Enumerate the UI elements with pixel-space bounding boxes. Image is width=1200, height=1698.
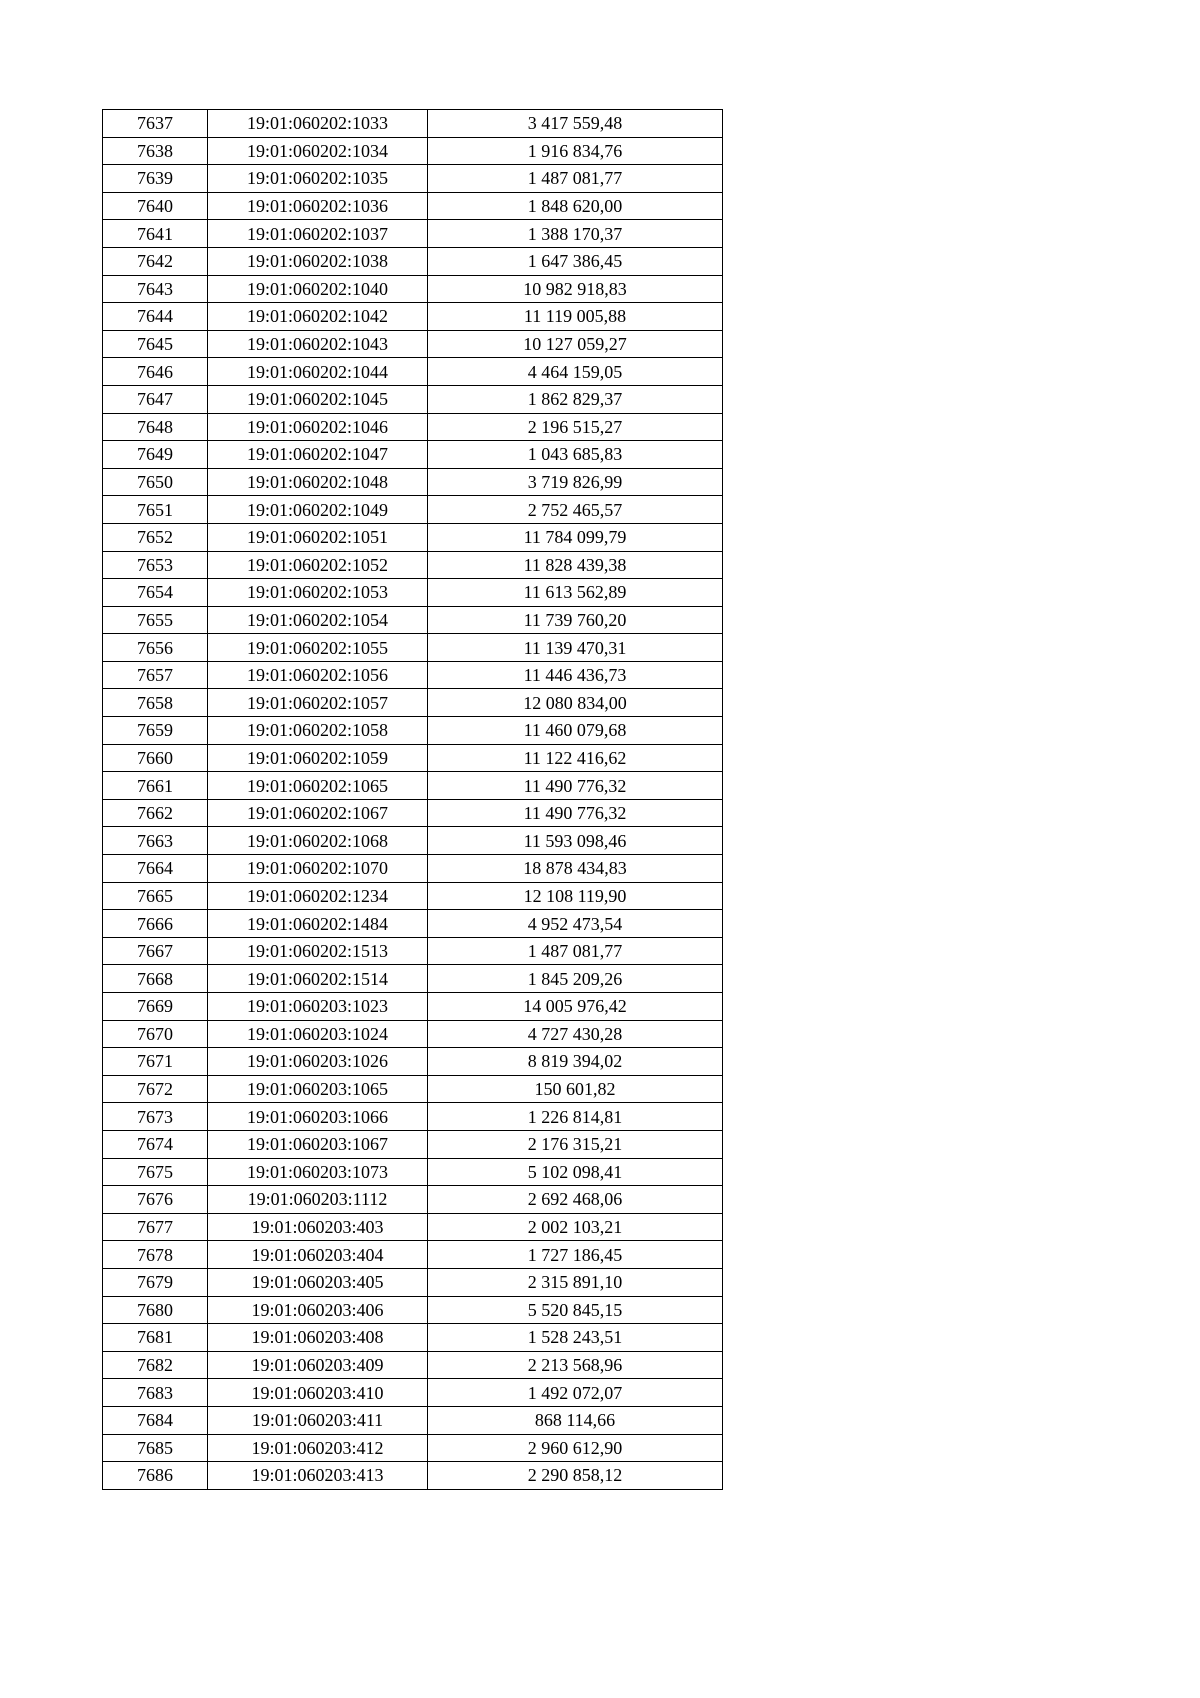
table-row (103, 937, 723, 965)
table-body (103, 110, 723, 1490)
cadastral-value-cell: 11 139 470,31 (428, 634, 723, 662)
cadastral-number-cell: 19:01:060203:1023 (208, 993, 428, 1021)
row-number-cell: 7677 (103, 1213, 208, 1241)
table-row (103, 330, 723, 358)
cadastral-number-cell: 19:01:060202:1056 (208, 661, 428, 689)
cadastral-number-cell: 19:01:060202:1070 (208, 855, 428, 883)
row-number-cell: 7647 (103, 385, 208, 413)
cadastral-number-cell: 19:01:060203:411 (208, 1406, 428, 1434)
row-number-cell: 7672 (103, 1075, 208, 1103)
table-row (103, 606, 723, 634)
row-number-cell: 7668 (103, 965, 208, 993)
table-row (103, 772, 723, 800)
cadastral-number-cell: 19:01:060203:405 (208, 1268, 428, 1296)
cadastral-value-cell: 4 464 159,05 (428, 358, 723, 386)
cadastral-value-cell: 11 490 776,32 (428, 772, 723, 800)
table-row (103, 1075, 723, 1103)
table-row (103, 1406, 723, 1434)
table-row (103, 1379, 723, 1407)
table-row (103, 1020, 723, 1048)
cadastral-value-cell: 1 043 685,83 (428, 441, 723, 469)
cadastral-number-cell: 19:01:060202:1052 (208, 551, 428, 579)
cadastral-value-cell: 12 108 119,90 (428, 882, 723, 910)
table-row (103, 110, 723, 138)
cadastral-value-cell: 868 114,66 (428, 1406, 723, 1434)
cadastral-value-cell: 3 719 826,99 (428, 468, 723, 496)
cadastral-number-cell: 19:01:060202:1037 (208, 220, 428, 248)
cadastral-number-cell: 19:01:060203:408 (208, 1324, 428, 1352)
cadastral-value-cell: 11 593 098,46 (428, 827, 723, 855)
cadastral-value-cell: 11 613 562,89 (428, 579, 723, 607)
row-number-cell: 7671 (103, 1048, 208, 1076)
table-row (103, 689, 723, 717)
row-number-cell: 7683 (103, 1379, 208, 1407)
cadastral-number-cell: 19:01:060202:1514 (208, 965, 428, 993)
row-number-cell: 7645 (103, 330, 208, 358)
row-number-cell: 7665 (103, 882, 208, 910)
cadastral-value-cell: 150 601,82 (428, 1075, 723, 1103)
table-row (103, 1103, 723, 1131)
row-number-cell: 7644 (103, 303, 208, 331)
row-number-cell: 7663 (103, 827, 208, 855)
cadastral-number-cell: 19:01:060203:413 (208, 1462, 428, 1490)
cadastral-value-cell: 1 487 081,77 (428, 165, 723, 193)
cadastral-number-cell: 19:01:060202:1035 (208, 165, 428, 193)
cadastral-value-cell: 8 819 394,02 (428, 1048, 723, 1076)
cadastral-value-cell: 10 982 918,83 (428, 275, 723, 303)
row-number-cell: 7654 (103, 579, 208, 607)
cadastral-number-cell: 19:01:060203:1067 (208, 1130, 428, 1158)
cadastral-number-cell: 19:01:060202:1065 (208, 772, 428, 800)
cadastral-value-cell: 14 005 976,42 (428, 993, 723, 1021)
cadastral-number-cell: 19:01:060202:1045 (208, 385, 428, 413)
row-number-cell: 7670 (103, 1020, 208, 1048)
cadastral-value-cell: 4 952 473,54 (428, 910, 723, 938)
table-row (103, 1241, 723, 1269)
row-number-cell: 7638 (103, 137, 208, 165)
table-row (103, 1158, 723, 1186)
cadastral-value-cell: 1 848 620,00 (428, 192, 723, 220)
row-number-cell: 7662 (103, 799, 208, 827)
row-number-cell: 7650 (103, 468, 208, 496)
cadastral-number-cell: 19:01:060202:1048 (208, 468, 428, 496)
cadastral-number-cell: 19:01:060202:1234 (208, 882, 428, 910)
cadastral-number-cell: 19:01:060203:1073 (208, 1158, 428, 1186)
row-number-cell: 7651 (103, 496, 208, 524)
row-number-cell: 7656 (103, 634, 208, 662)
row-number-cell: 7680 (103, 1296, 208, 1324)
cadastral-value-cell: 1 388 170,37 (428, 220, 723, 248)
cadastral-number-cell: 19:01:060202:1038 (208, 247, 428, 275)
table-row (103, 1351, 723, 1379)
table-row (103, 441, 723, 469)
row-number-cell: 7675 (103, 1158, 208, 1186)
cadastral-number-cell: 19:01:060202:1043 (208, 330, 428, 358)
cadastral-value-cell: 2 196 515,27 (428, 413, 723, 441)
cadastral-number-cell: 19:01:060202:1513 (208, 937, 428, 965)
row-number-cell: 7639 (103, 165, 208, 193)
cadastral-value-cell: 2 002 103,21 (428, 1213, 723, 1241)
cadastral-value-cell: 4 727 430,28 (428, 1020, 723, 1048)
table-row (103, 1324, 723, 1352)
cadastral-value-cell: 1 916 834,76 (428, 137, 723, 165)
row-number-cell: 7685 (103, 1434, 208, 1462)
cadastral-value-cell: 2 290 858,12 (428, 1462, 723, 1490)
row-number-cell: 7676 (103, 1186, 208, 1214)
table-row (103, 137, 723, 165)
row-number-cell: 7674 (103, 1130, 208, 1158)
cadastral-value-cell: 12 080 834,00 (428, 689, 723, 717)
cadastral-value-cell: 11 784 099,79 (428, 523, 723, 551)
cadastral-value-cell: 2 213 568,96 (428, 1351, 723, 1379)
row-number-cell: 7649 (103, 441, 208, 469)
cadastral-value-cell: 11 490 776,32 (428, 799, 723, 827)
cadastral-value-cell: 2 692 468,06 (428, 1186, 723, 1214)
row-number-cell: 7657 (103, 661, 208, 689)
cadastral-value-cell: 11 460 079,68 (428, 717, 723, 745)
row-number-cell: 7679 (103, 1268, 208, 1296)
cadastral-value-cell: 1 727 186,45 (428, 1241, 723, 1269)
cadastral-number-cell: 19:01:060202:1040 (208, 275, 428, 303)
table-row (103, 855, 723, 883)
table-row (103, 247, 723, 275)
cadastral-number-cell: 19:01:060202:1049 (208, 496, 428, 524)
table-row (103, 1130, 723, 1158)
row-number-cell: 7684 (103, 1406, 208, 1434)
cadastral-value-cell: 11 122 416,62 (428, 744, 723, 772)
cadastral-number-cell: 19:01:060202:1053 (208, 579, 428, 607)
table-row (103, 275, 723, 303)
table-row (103, 1213, 723, 1241)
cadastral-value-cell: 11 119 005,88 (428, 303, 723, 331)
table-row (103, 910, 723, 938)
row-number-cell: 7658 (103, 689, 208, 717)
cadastral-value-cell: 18 878 434,83 (428, 855, 723, 883)
cadastral-value-cell: 2 960 612,90 (428, 1434, 723, 1462)
cadastral-number-cell: 19:01:060203:410 (208, 1379, 428, 1407)
table-row (103, 993, 723, 1021)
cadastral-value-cell: 2 315 891,10 (428, 1268, 723, 1296)
table-row (103, 1434, 723, 1462)
row-number-cell: 7686 (103, 1462, 208, 1490)
table-row (103, 220, 723, 248)
row-number-cell: 7640 (103, 192, 208, 220)
row-number-cell: 7666 (103, 910, 208, 938)
cadastral-number-cell: 19:01:060203:1026 (208, 1048, 428, 1076)
row-number-cell: 7637 (103, 110, 208, 138)
cadastral-number-cell: 19:01:060202:1067 (208, 799, 428, 827)
table-row (103, 634, 723, 662)
row-number-cell: 7667 (103, 937, 208, 965)
table-row (103, 1186, 723, 1214)
cadastral-value-cell: 1 647 386,45 (428, 247, 723, 275)
row-number-cell: 7652 (103, 523, 208, 551)
row-number-cell: 7646 (103, 358, 208, 386)
cadastral-number-cell: 19:01:060202:1055 (208, 634, 428, 662)
table-row (103, 1268, 723, 1296)
row-number-cell: 7681 (103, 1324, 208, 1352)
table-row (103, 965, 723, 993)
cadastral-value-cell: 2 752 465,57 (428, 496, 723, 524)
cadastral-value-cell: 5 102 098,41 (428, 1158, 723, 1186)
cadastral-value-cell: 10 127 059,27 (428, 330, 723, 358)
cadastral-number-cell: 19:01:060203:1065 (208, 1075, 428, 1103)
table-row (103, 468, 723, 496)
cadastral-number-cell: 19:01:060202:1059 (208, 744, 428, 772)
row-number-cell: 7669 (103, 993, 208, 1021)
row-number-cell: 7673 (103, 1103, 208, 1131)
cadastral-number-cell: 19:01:060202:1054 (208, 606, 428, 634)
table-row (103, 523, 723, 551)
cadastral-number-cell: 19:01:060202:1068 (208, 827, 428, 855)
table-row (103, 579, 723, 607)
cadastral-value-cell: 1 862 829,37 (428, 385, 723, 413)
table-row (103, 744, 723, 772)
cadastral-number-cell: 19:01:060202:1044 (208, 358, 428, 386)
table-row (103, 1048, 723, 1076)
cadastral-value-cell: 1 528 243,51 (428, 1324, 723, 1352)
cadastral-value-cell: 1 845 209,26 (428, 965, 723, 993)
cadastral-value-cell: 11 446 436,73 (428, 661, 723, 689)
cadastral-value-cell: 1 487 081,77 (428, 937, 723, 965)
cadastral-value-table (102, 109, 723, 1490)
table-row (103, 827, 723, 855)
row-number-cell: 7643 (103, 275, 208, 303)
table-row (103, 1462, 723, 1490)
cadastral-value-cell: 5 520 845,15 (428, 1296, 723, 1324)
cadastral-number-cell: 19:01:060203:1112 (208, 1186, 428, 1214)
cadastral-number-cell: 19:01:060202:1033 (208, 110, 428, 138)
table-row (103, 717, 723, 745)
cadastral-value-cell: 11 828 439,38 (428, 551, 723, 579)
cadastral-value-cell: 1 492 072,07 (428, 1379, 723, 1407)
table-row (103, 661, 723, 689)
cadastral-number-cell: 19:01:060203:1066 (208, 1103, 428, 1131)
row-number-cell: 7661 (103, 772, 208, 800)
table-row (103, 385, 723, 413)
cadastral-value-cell: 11 739 760,20 (428, 606, 723, 634)
cadastral-number-cell: 19:01:060202:1034 (208, 137, 428, 165)
row-number-cell: 7655 (103, 606, 208, 634)
cadastral-number-cell: 19:01:060202:1051 (208, 523, 428, 551)
row-number-cell: 7641 (103, 220, 208, 248)
row-number-cell: 7682 (103, 1351, 208, 1379)
table-row (103, 551, 723, 579)
row-number-cell: 7648 (103, 413, 208, 441)
row-number-cell: 7678 (103, 1241, 208, 1269)
cadastral-number-cell: 19:01:060202:1484 (208, 910, 428, 938)
cadastral-value-cell: 3 417 559,48 (428, 110, 723, 138)
cadastral-number-cell: 19:01:060202:1047 (208, 441, 428, 469)
cadastral-number-cell: 19:01:060202:1036 (208, 192, 428, 220)
table-row (103, 799, 723, 827)
table-row (103, 192, 723, 220)
cadastral-number-cell: 19:01:060203:406 (208, 1296, 428, 1324)
cadastral-number-cell: 19:01:060203:409 (208, 1351, 428, 1379)
row-number-cell: 7659 (103, 717, 208, 745)
table-row (103, 496, 723, 524)
row-number-cell: 7642 (103, 247, 208, 275)
table-row (103, 882, 723, 910)
table-row (103, 303, 723, 331)
cadastral-number-cell: 19:01:060202:1046 (208, 413, 428, 441)
cadastral-number-cell: 19:01:060203:404 (208, 1241, 428, 1269)
cadastral-number-cell: 19:01:060203:412 (208, 1434, 428, 1462)
cadastral-number-cell: 19:01:060202:1057 (208, 689, 428, 717)
cadastral-number-cell: 19:01:060203:1024 (208, 1020, 428, 1048)
cadastral-number-cell: 19:01:060203:403 (208, 1213, 428, 1241)
table-row (103, 1296, 723, 1324)
cadastral-value-cell: 1 226 814,81 (428, 1103, 723, 1131)
row-number-cell: 7660 (103, 744, 208, 772)
table-row (103, 413, 723, 441)
table-row (103, 165, 723, 193)
table-row (103, 358, 723, 386)
cadastral-number-cell: 19:01:060202:1042 (208, 303, 428, 331)
row-number-cell: 7664 (103, 855, 208, 883)
row-number-cell: 7653 (103, 551, 208, 579)
cadastral-value-cell: 2 176 315,21 (428, 1130, 723, 1158)
cadastral-number-cell: 19:01:060202:1058 (208, 717, 428, 745)
